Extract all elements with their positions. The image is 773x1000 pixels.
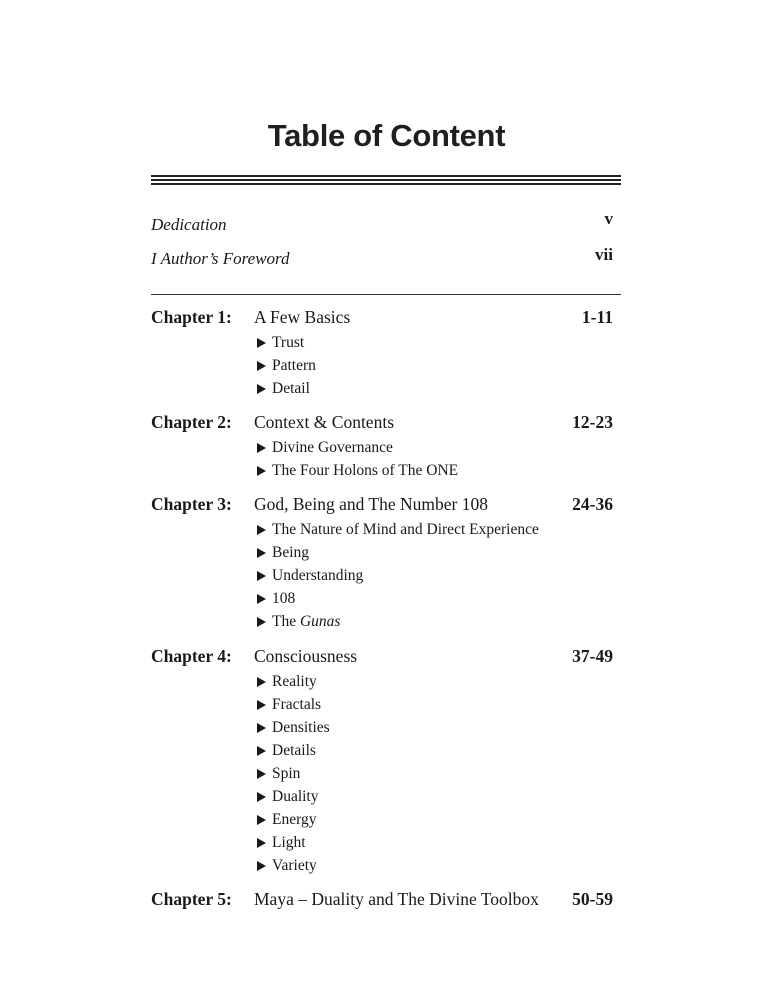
chapter-pages: 24-36 — [572, 494, 613, 514]
triangle-bullet-icon — [257, 525, 266, 535]
sub-item: Divine Governance — [257, 439, 393, 457]
front-item-label: I Author’s Foreword — [151, 249, 290, 268]
triangle-bullet-icon — [257, 677, 266, 687]
triangle-bullet-icon — [257, 466, 266, 476]
chapter-label: Chapter 5: — [151, 889, 232, 909]
front-item-foreword — [151, 245, 613, 269]
sub-item: The Four Holons of The ONE — [257, 462, 458, 480]
chapter-pages: 50-59 — [572, 889, 613, 909]
chapter-label: Chapter 4: — [151, 646, 232, 666]
front-item-dedication — [151, 209, 613, 235]
chapter-3-entry — [151, 494, 613, 518]
chapter-1-entry — [151, 307, 613, 331]
triangle-bullet-icon — [257, 815, 266, 825]
sub-item: Variety — [257, 857, 317, 875]
front-item-page: vii — [595, 245, 613, 264]
chapter-title: Consciousness — [254, 646, 358, 666]
title-rule — [151, 175, 621, 187]
sub-item: Detail — [257, 380, 310, 398]
chapter-title: A Few Basics — [254, 307, 351, 327]
chapter-5-entry — [151, 889, 613, 913]
triangle-bullet-icon — [257, 571, 266, 581]
sub-item: The Nature of Mind and Direct Experience — [257, 521, 539, 539]
sub-item: Being — [257, 544, 309, 562]
sub-item: Fractals — [257, 696, 321, 714]
sub-item: Details — [257, 742, 316, 760]
triangle-bullet-icon — [257, 861, 266, 871]
triangle-bullet-icon — [257, 700, 266, 710]
sub-item: Reality — [257, 673, 317, 691]
chapter-label: Chapter 3: — [151, 494, 232, 514]
triangle-bullet-icon — [257, 617, 266, 627]
sub-item: Spin — [257, 765, 300, 783]
triangle-bullet-icon — [257, 838, 266, 848]
sub-item: Densities — [257, 719, 330, 737]
sub-item: 108 — [257, 590, 295, 608]
triangle-bullet-icon — [257, 594, 266, 604]
triangle-bullet-icon — [257, 723, 266, 733]
triangle-bullet-icon — [257, 746, 266, 756]
front-item-page: v — [604, 209, 613, 228]
chapter-title: God, Being and The Number 108 — [254, 494, 488, 514]
triangle-bullet-icon — [257, 443, 266, 453]
sub-item: The Gunas — [257, 613, 340, 631]
section-divider — [151, 294, 621, 295]
sub-item: Duality — [257, 788, 319, 806]
triangle-bullet-icon — [257, 769, 266, 779]
triangle-bullet-icon — [257, 548, 266, 558]
sub-item: Understanding — [257, 567, 363, 585]
sub-item: Energy — [257, 811, 316, 829]
chapter-4-entry — [151, 646, 613, 670]
chapter-pages: 1-11 — [581, 307, 613, 327]
chapter-label: Chapter 1: — [151, 307, 232, 327]
sub-item: Pattern — [257, 357, 316, 375]
triangle-bullet-icon — [257, 361, 266, 371]
chapter-title: Context & Contents — [254, 412, 394, 432]
sub-item: Light — [257, 834, 306, 852]
chapter-pages: 12-23 — [572, 412, 613, 432]
front-item-label: Dedication — [151, 215, 227, 234]
triangle-bullet-icon — [257, 384, 266, 394]
page-title: Table of Content — [267, 118, 506, 153]
sub-item: Trust — [257, 334, 304, 352]
chapter-title: Maya – Duality and The Divine Toolbox — [254, 889, 539, 909]
chapter-2-entry — [151, 412, 613, 436]
chapter-pages: 37-49 — [572, 646, 613, 666]
chapter-label: Chapter 2: — [151, 412, 232, 432]
triangle-bullet-icon — [257, 792, 266, 802]
triangle-bullet-icon — [257, 338, 266, 348]
